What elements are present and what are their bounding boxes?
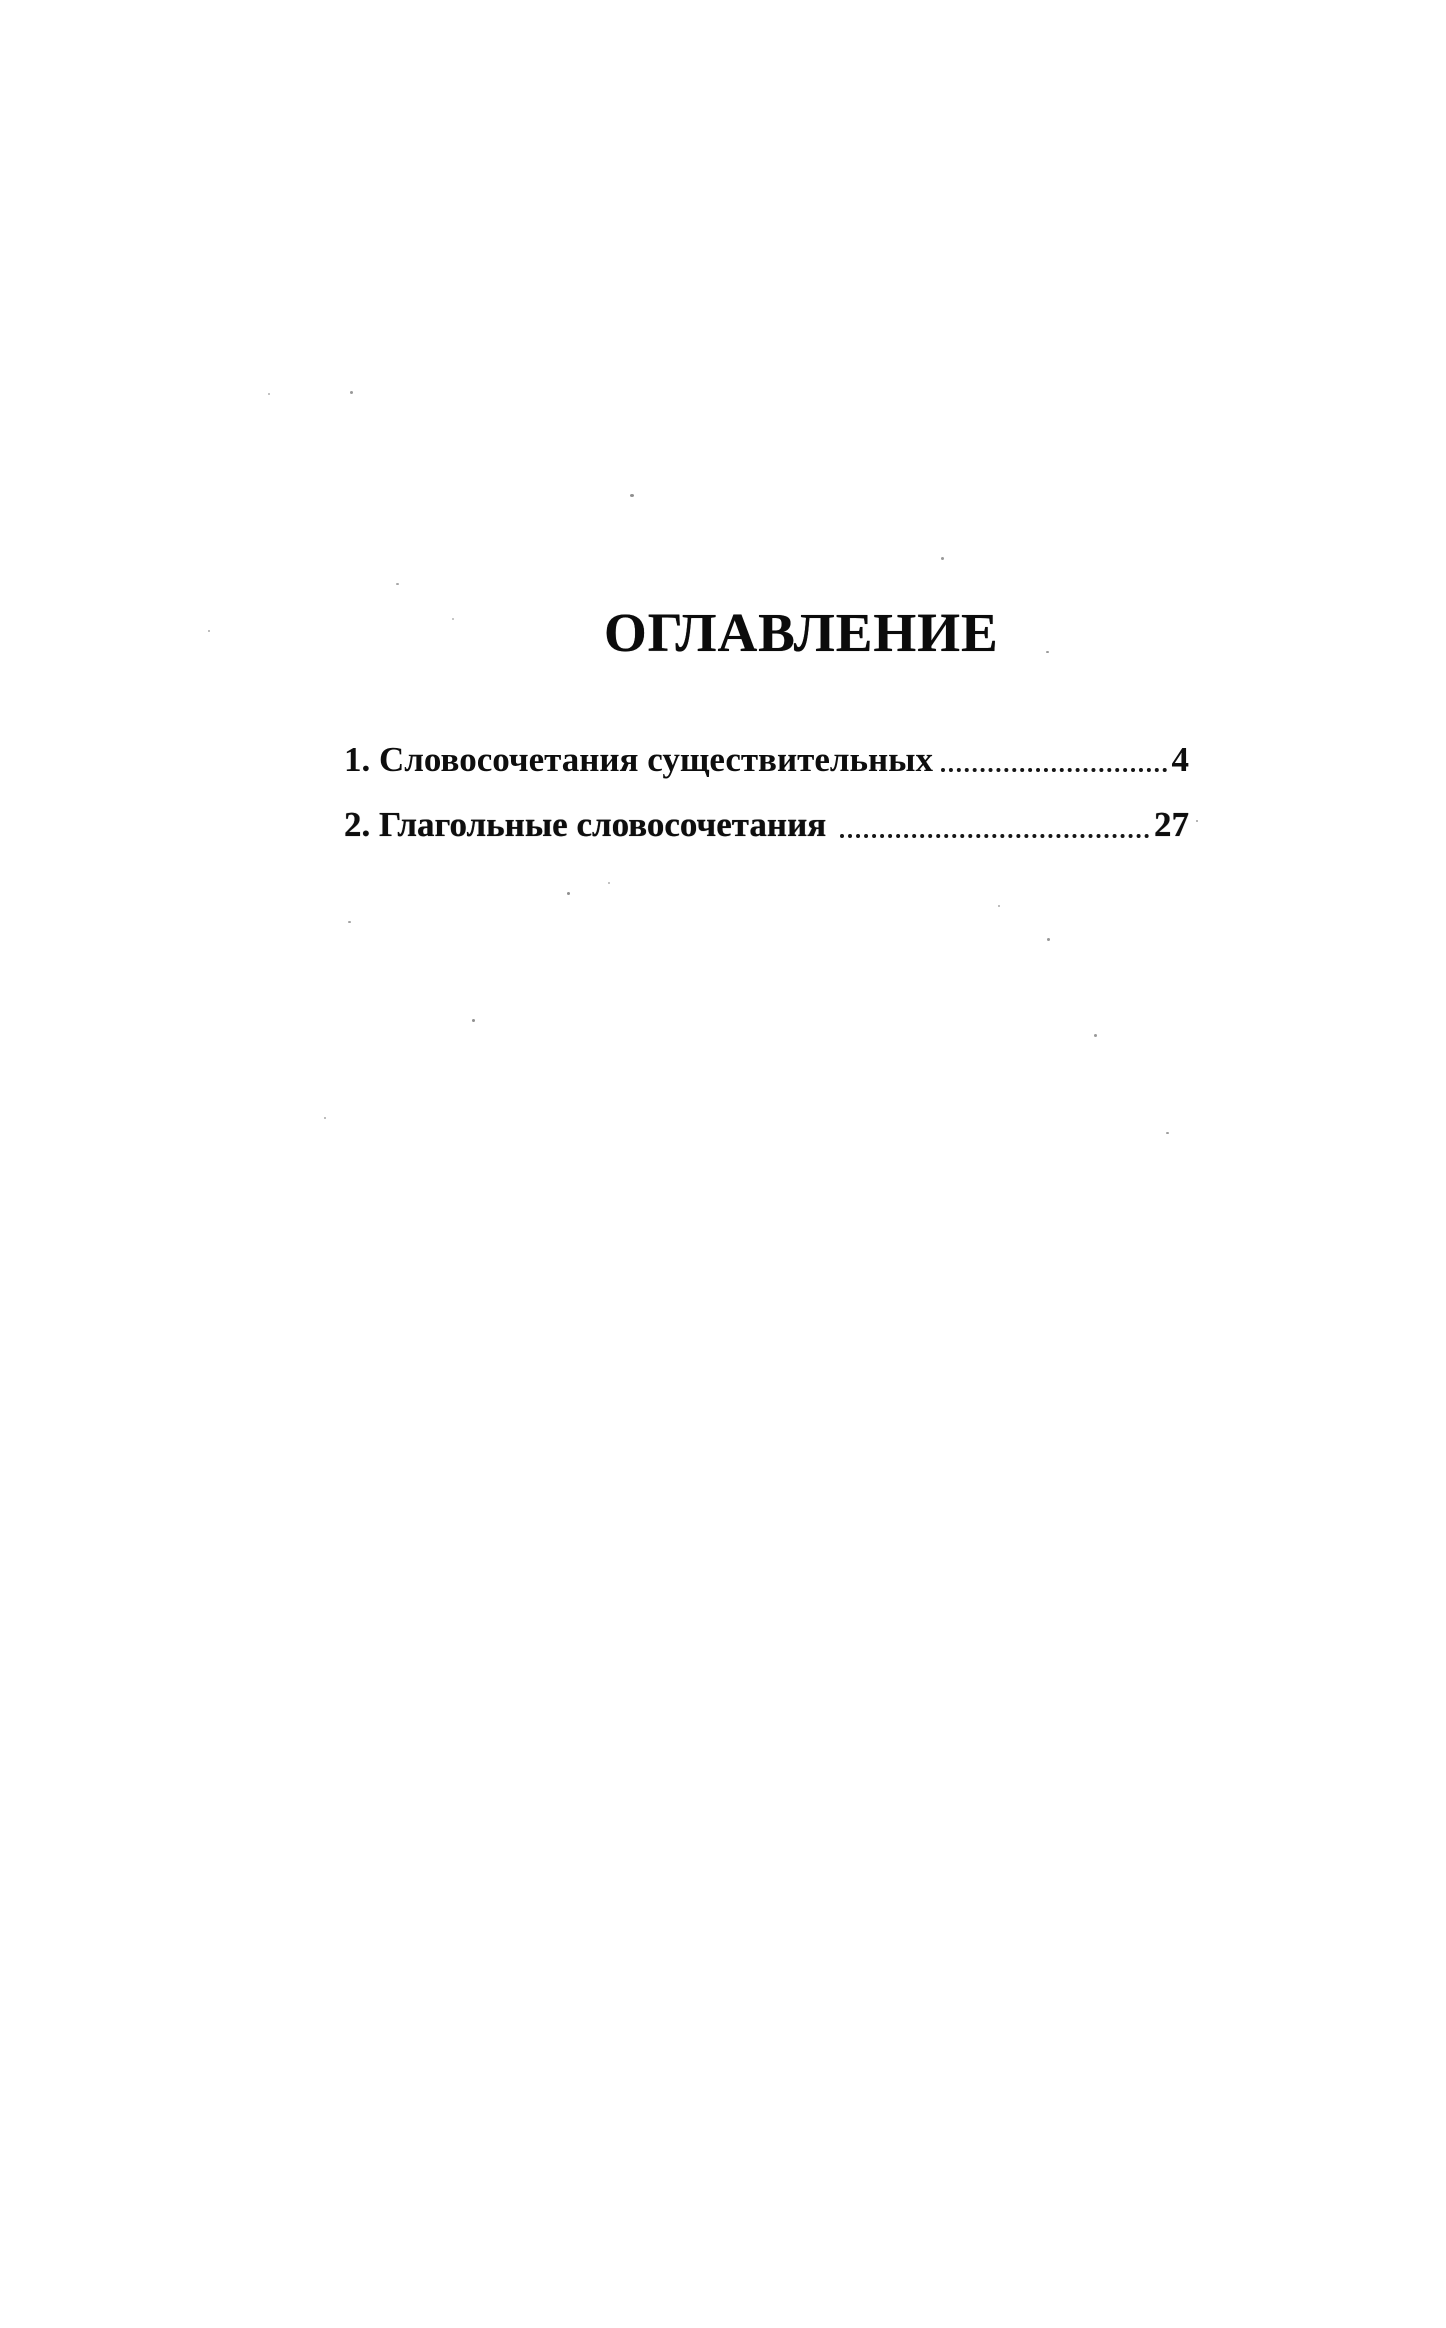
page-title: ОГЛАВЛЕНИЕ: [604, 602, 999, 663]
scan-speck: [567, 892, 570, 895]
scan-speck: [608, 882, 610, 884]
scan-speck: [1046, 651, 1049, 653]
scan-speck: [998, 905, 1000, 907]
toc-entry: [344, 804, 1189, 845]
scan-speck: [630, 494, 634, 497]
toc-entry-label: 1. Словосочетания существительных: [344, 740, 933, 779]
toc-entry-page-number: 27: [1154, 805, 1189, 845]
scan-speck: [941, 557, 944, 560]
scan-speck: [1196, 820, 1198, 822]
scan-speck: [348, 921, 351, 923]
scan-speck: [396, 583, 399, 585]
toc-entry-page-number: 4: [1171, 740, 1189, 779]
scan-speck: [324, 1117, 326, 1119]
scan-speck: [268, 393, 270, 395]
scan-speck: [350, 391, 353, 394]
toc-entry: [344, 739, 1189, 780]
scan-speck: [1094, 1034, 1097, 1037]
toc-entry-label: 2. Глагольные словосочетания: [344, 805, 827, 845]
scan-speck: [452, 618, 454, 620]
dot-leader: [840, 834, 1149, 838]
scan-speck: [208, 630, 210, 632]
scan-speck: [1166, 1132, 1169, 1134]
scan-speck: [472, 1019, 475, 1022]
dot-leader: [941, 768, 1167, 772]
table-of-contents: [344, 739, 1189, 870]
scan-speck: [1047, 938, 1050, 941]
